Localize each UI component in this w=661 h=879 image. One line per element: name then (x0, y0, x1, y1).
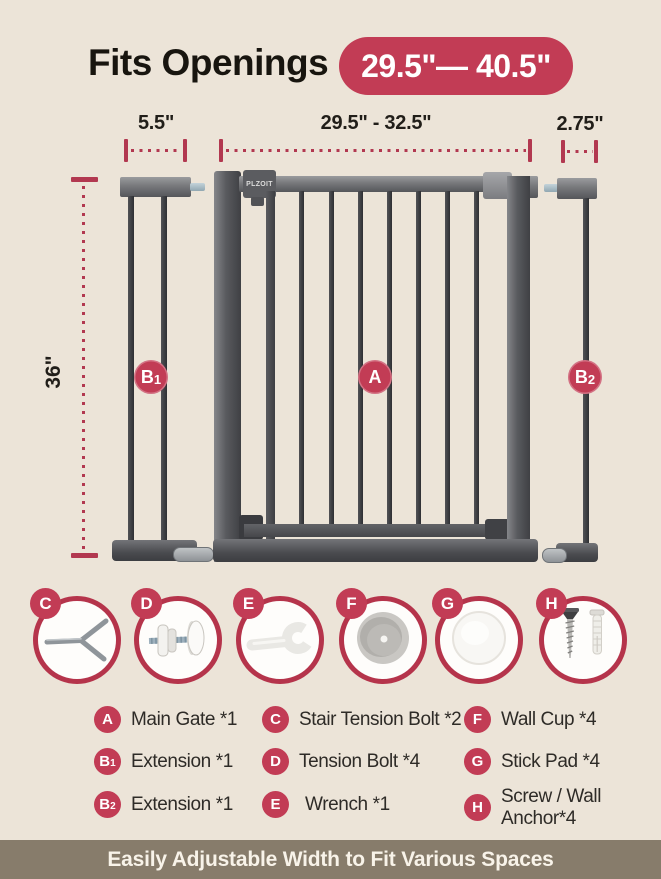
legend-label: Screw / Wall Anchor*4 (501, 786, 602, 829)
dim-label-left-extension: 5.5" (137, 112, 175, 134)
legend-label: Extension *1 (131, 750, 233, 772)
badge-b2 (568, 360, 602, 394)
legend-badge-d (262, 748, 289, 775)
legend-label: Extension *1 (131, 793, 233, 815)
part-circle-h (539, 593, 627, 684)
extension-b1-top-cap (120, 177, 191, 197)
extension-b2-top-cap (557, 178, 597, 199)
main-gate-bar (299, 191, 304, 529)
dim-line-dotted (226, 149, 526, 152)
main-gate-left-post (214, 171, 241, 562)
part-circle-f (339, 593, 427, 684)
dim-line-endcap (124, 139, 128, 162)
legend-badge-e (262, 791, 289, 818)
legend-badge-b1 (94, 748, 121, 775)
part-circle-d (134, 593, 222, 684)
legend-label: Stick Pad *4 (501, 750, 600, 772)
badge-a: A (358, 360, 392, 394)
footer-tagline: Easily Adjustable Width to Fit Various Spaces (0, 840, 661, 879)
legend-badge-c (262, 706, 289, 733)
legend-badge-a (94, 706, 121, 733)
dim-line-endcap (71, 553, 98, 558)
legend-label: Stair Tension Bolt *2 (299, 708, 462, 730)
legend-label: Main Gate *1 (131, 708, 238, 730)
main-gate-right-post (507, 176, 530, 562)
part-circle-c (33, 593, 121, 684)
main-gate-bar (474, 191, 479, 529)
page-title: Fits Openings (88, 42, 329, 83)
legend-key-sub: 2 (110, 801, 116, 812)
legend-label: Tension Bolt *4 (299, 750, 420, 772)
part-letter-badge: G (432, 588, 463, 619)
legend-key: A (102, 711, 113, 728)
legend-key: B (99, 796, 111, 813)
part-letter-badge: H (536, 588, 567, 619)
main-gate-bar (445, 191, 450, 529)
legend-key: G (471, 753, 484, 770)
legend-item-wall-cup (464, 706, 596, 733)
part-circle-g (435, 593, 523, 684)
dim-label-main-gate: 29.5" - 32.5" (320, 112, 432, 134)
extension-b2-bolt (544, 184, 558, 192)
main-gate-bar (387, 191, 392, 529)
main-gate-base (213, 539, 538, 562)
opening-range-badge: 29.5"— 40.5" (339, 37, 573, 95)
legend-key: E (270, 796, 281, 813)
badge-b1 (134, 360, 168, 394)
extension-b2-foot (542, 548, 567, 563)
legend-item-extension-b2 (94, 791, 233, 818)
main-gate-bottom-rail (244, 524, 510, 537)
dim-line-dotted (131, 149, 181, 152)
brand-label: PLZOIT (243, 170, 276, 198)
main-gate-door-frame-bar (266, 191, 275, 542)
part-letter-badge: E (233, 588, 264, 619)
legend-key: F (472, 711, 483, 728)
legend-badge-h (464, 794, 491, 821)
dim-line-endcap (219, 139, 223, 162)
main-gate-bar (329, 191, 334, 529)
legend-key: C (270, 711, 281, 728)
dim-line-endcap (183, 139, 187, 162)
part-letter-badge: D (131, 588, 162, 619)
legend-item-screw-wall-anchor (464, 786, 623, 830)
legend-key: D (270, 753, 281, 770)
legend-item-tension-bolt (262, 748, 420, 775)
dim-line-dotted (567, 150, 593, 153)
dim-line-endcap (561, 140, 565, 163)
extension-b1-foot (173, 547, 214, 562)
legend-item-wrench (262, 791, 390, 818)
badge-b1-letter: B (140, 366, 154, 387)
dim-label-right-extension: 2.75" (556, 113, 604, 135)
legend-label: Wall Cup *4 (501, 708, 597, 730)
legend-badge-b2 (94, 791, 121, 818)
main-gate-bar (358, 191, 363, 529)
extension-b1-bar (128, 196, 134, 542)
dim-line-dotted-vertical (82, 186, 85, 552)
dim-line-endcap (594, 140, 598, 163)
dim-line-endcap (71, 177, 98, 182)
badge-b1-digit: 1 (153, 371, 162, 387)
dim-label-height: 36" (42, 355, 65, 389)
dim-line-endcap (528, 139, 532, 162)
legend-key: B (99, 753, 111, 770)
main-gate-bar (416, 191, 421, 529)
legend-badge-g (464, 748, 491, 775)
badge-b2-letter: B (574, 366, 588, 387)
part-letter-badge: C (30, 588, 61, 619)
part-circle-e (236, 593, 324, 684)
legend-badge-f (464, 706, 491, 733)
badge-b2-digit: 2 (587, 371, 596, 387)
legend-item-main-gate (94, 706, 237, 733)
part-letter-badge: F (336, 588, 367, 619)
legend-key: H (472, 799, 483, 817)
legend-label: Wrench *1 (305, 793, 390, 815)
main-gate-hinge-nub (251, 197, 264, 206)
legend-key-sub: 1 (110, 758, 116, 769)
legend-item-extension-b1 (94, 748, 233, 775)
extension-b1-bolt (190, 183, 205, 191)
legend-item-stair-tension-bolt (262, 706, 461, 733)
legend-item-stick-pad (464, 748, 600, 775)
